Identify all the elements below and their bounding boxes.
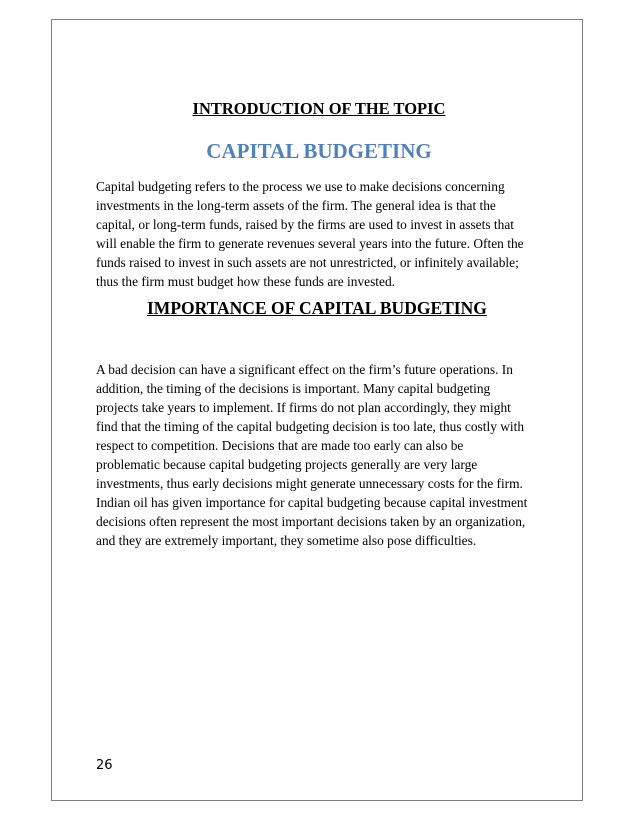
paragraph-line: respect to competition. Decisions that are made too early can also be (96, 438, 464, 453)
topic-heading: CAPITAL BUDGETING (206, 139, 432, 163)
paragraph-line: problematic because capital budgeting projects generally are very large (96, 457, 478, 472)
paragraph-line: will enable the firm to generate revenues several years into the future. Often the (96, 236, 524, 251)
paragraph-importance (96, 360, 556, 550)
paragraph-line: Indian oil has given importance for capital budgeting because capital investment (96, 495, 528, 510)
paragraph-line: investments in the long-term assets of the firm. The general idea is that the (96, 198, 496, 213)
page-number: 26 (96, 758, 113, 773)
paragraph-line: investments, thus early decisions might generate unnecessary costs for the firm. (96, 476, 523, 491)
paragraph-line: thus the firm must budget how these funds are invested. (96, 274, 396, 289)
paragraph-line: capital, or long-term funds, raised by the firms are used to invest in assets that (96, 217, 514, 232)
paragraph-line: find that the timing of the capital budgeting decision is too late, thus costly with (96, 419, 525, 434)
paragraph-line: decisions often represent the most important decisions taken by an organization, (96, 514, 526, 529)
paragraph-line: A bad decision can have a significant effect on the firm’s future operations. In (96, 362, 513, 377)
paragraph-line: and they are extremely important, they sometime also pose difficulties. (96, 533, 477, 548)
paragraph-capital-budgeting (96, 177, 556, 291)
paragraph-line: projects take years to implement. If firms do not plan accordingly, they might (96, 400, 511, 415)
paragraph-line: addition, the timing of the decisions is important. Many capital budgeting (96, 381, 491, 396)
importance-heading: IMPORTANCE OF CAPITAL BUDGETING (147, 298, 487, 318)
paragraph-line: funds raised to invest in such assets are not unrestricted, or infinitely available; (96, 255, 519, 270)
paragraph-line: Capital budgeting refers to the process we use to make decisions concerning (96, 179, 505, 194)
intro-heading: INTRODUCTION OF THE TOPIC (192, 99, 446, 118)
